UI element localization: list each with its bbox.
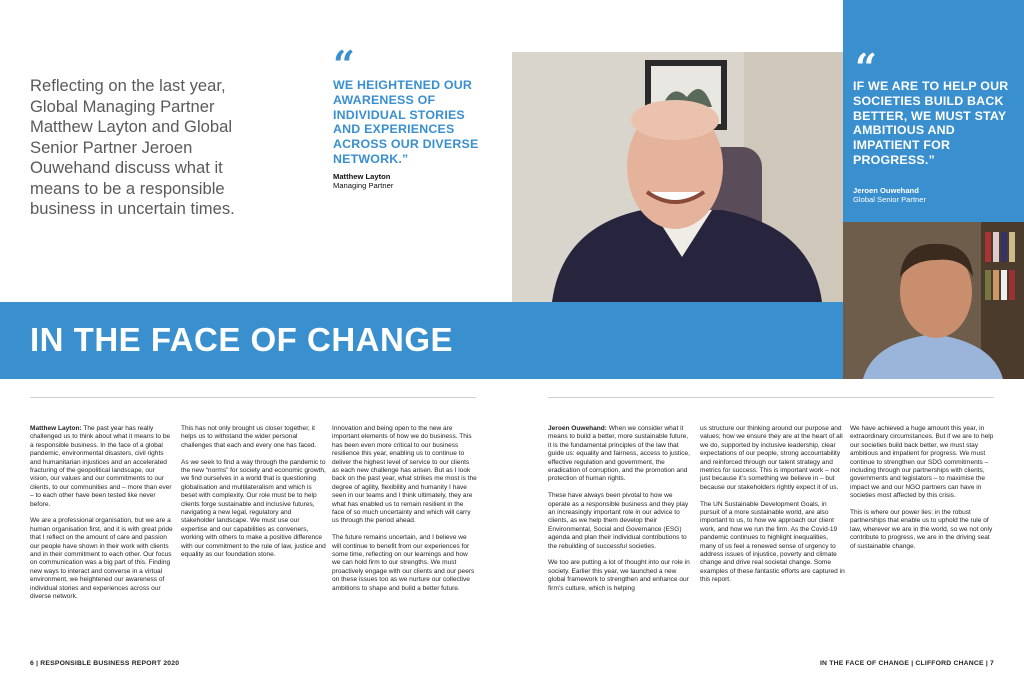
pull-quote-ouwehand: IF WE ARE TO HELP OUR SOCIETIES BUILD BACK BETTER, WE MUST STAY AMBITIOUS AND IMPATIENT FOR PROGRESS.” — [853, 79, 1009, 167]
page-title: IN THE FACE OF CHANGE — [30, 321, 454, 358]
speaker-label: Matthew Layton: — [30, 425, 82, 432]
paragraph: The UN Sustainable Development Goals, in pursuit of a more sustainable world, are also important to us, to how we approach our client work, and how we run the firm. As the Covid-19 pandemic continues to highlight inequalities, many of us feel a renewed sense of urgency to address issues of injustice, poverty and climate change and drive real societal change. Some examples of these fantastic efforts are captured in this report. — [700, 500, 845, 584]
paragraph: We too are putting a lot of thought into our role in society. Earlier this year, we launched a new global framework to strengthen and enhance our firm’s culture, which is helping — [548, 559, 690, 592]
paragraph: The future remains uncertain, and I believe we will continue to benefit from our experiences for some time, reflecting on our learnings and how we can hold firm to our strengths. We must proactively engage with our clients and our peers on these issues too as we nurture our collective ambitions to shape and build a better future. — [332, 534, 475, 592]
paragraph: Innovation and being open to the new are important elements of how we do business. This has been even more critical to our business resilience this year, enabling us to continue to deliver the highest level of service to our clients as each new challenge has arisen. But as I look back on the past year, what strikes me most is the degree of agility, flexibility and humanity I have seen in our teams and I think ultimately, they are what has enabled us to remain resilient in the face of so much uncertainty and which will carry us through the period ahead. — [332, 425, 477, 525]
body-column-3 — [332, 425, 477, 602]
body-column-1 — [30, 425, 175, 610]
attribution-role: Managing Partner — [333, 181, 394, 190]
divider-right — [548, 397, 994, 398]
portrait-illustration — [843, 222, 1024, 379]
body-column-2 — [181, 425, 326, 568]
footer-right: IN THE FACE OF CHANGE | CLIFFORD CHANCE | 7 — [819, 660, 994, 667]
paragraph: Matthew Layton: The past year has really challenged us to think about what it means to be a responsible business. In the face of a global pandemic, environmental disasters, civil rights and humanitarian injustices and an accelerated fracturing of the geopolitical landscape, our vision, our values and our commitments to our clients, to our communities and – more than ever – to each other have been tested like never before. — [30, 425, 172, 508]
quote-attribution-layton — [333, 172, 393, 190]
speaker-label: Jeroen Ouwehand: — [548, 425, 607, 432]
portrait-illustration — [512, 52, 843, 302]
paragraph: Jeroen Ouwehand: When we consider what it means to build a better, more sustainable future, it is the fundamental principles of the law that guide us: equality and fairness, access to justice, effective regulation and government, the eradication of corruption, and the promotion and protection of human rights. — [548, 425, 690, 483]
paragraph: This is where our power lies: in the robust partnerships that enable us to uphold the rule of law, wherever we are in the world, so we not only contribute to progress, we are in the driving seat of sustainable change. — [850, 509, 993, 550]
divider-left — [30, 397, 476, 398]
attribution-name: Jeroen Ouwehand — [853, 186, 919, 195]
photo-jeroen-ouwehand — [843, 222, 1024, 379]
paragraph: We are a professional organisation, but we are a human organisation first, and it is with great pride that I reflect on the amount of care and passion our people have shown in their work with clients and in their commitment to each other. Our focus on communication was a big part of this. Finding new ways to interact and converse in a virtual environment, we heightened our awareness of individual stories and experiences across our diverse network. — [30, 517, 173, 601]
quote-mark-icon: “ — [333, 42, 355, 87]
body-column-6 — [850, 425, 995, 559]
attribution-role: Global Senior Partner — [853, 195, 927, 204]
attribution-name: Matthew Layton — [333, 172, 391, 181]
paragraph: We have achieved a huge amount this year, in extraordinary circumstances. But if we are to help our societies build back better, we must stay ambitious and impatient for progress. We must continue to strengthen our SDG commitments – including through our partnerships with clients, governments and legislators – to maximise the impact we and our NGO partners can have in societies most affected by this crisis. — [850, 425, 994, 500]
pull-quote-layton: WE HEIGHTENED OUR AWARENESS OF INDIVIDUAL STORIES AND EXPERIENCES ACROSS OUR DIVERSE NETWORK.” — [333, 78, 479, 166]
quote-attribution-ouwehand — [853, 186, 926, 204]
quote-mark-icon: “ — [855, 45, 877, 90]
body-column-4 — [548, 425, 693, 601]
paragraph: As we seek to find a way through the pandemic to the new “norms” for society and economic growth, we find ourselves in a world that is questioning globalisation and multilateralism and which is beset with complexity. Our role must be to help clients forge sustainable and inclusive futures, navigating a new legal, regulatory and stakeholder landscape. We must use our expertise and our capabilities as conveners, working with others to make a positive difference with our commitment to the rule of law, justice and equality as our foundation stone. — [181, 458, 326, 559]
body-column-5 — [700, 425, 845, 593]
photo-matthew-layton — [512, 52, 843, 302]
paragraph: us structure our thinking around our purpose and values; how we ensure they are at the heart of all we do, supported by inclusive leadership, clear expectations of our people, strong accountability and reinforced through our talent strategy and metrics for success. This is important work – not just because it’s something we believe in – but because our stakeholders rightly expect it of us. — [700, 425, 843, 491]
paragraph: These have always been pivotal to how we operate as a responsible business and they play an increasingly important role in our advice to clients, as we help them develop their Environmental, Social and Governance (ESG) agenda and plan their individual contributions to the rebuilding of successful societies. — [548, 492, 689, 550]
footer-left: 6 | RESPONSIBLE BUSINESS REPORT 2020 — [30, 660, 180, 667]
paragraph: This has not only brought us closer together, it helps us to withstand the wider personal challenges that each and every one has faced. — [181, 425, 317, 449]
intro-text: Reflecting on the last year, Global Managing Partner Matthew Layton and Global Senior Partner Jeroen Ouwehand discuss what it means to be a responsible business in uncertain times. — [30, 76, 235, 218]
